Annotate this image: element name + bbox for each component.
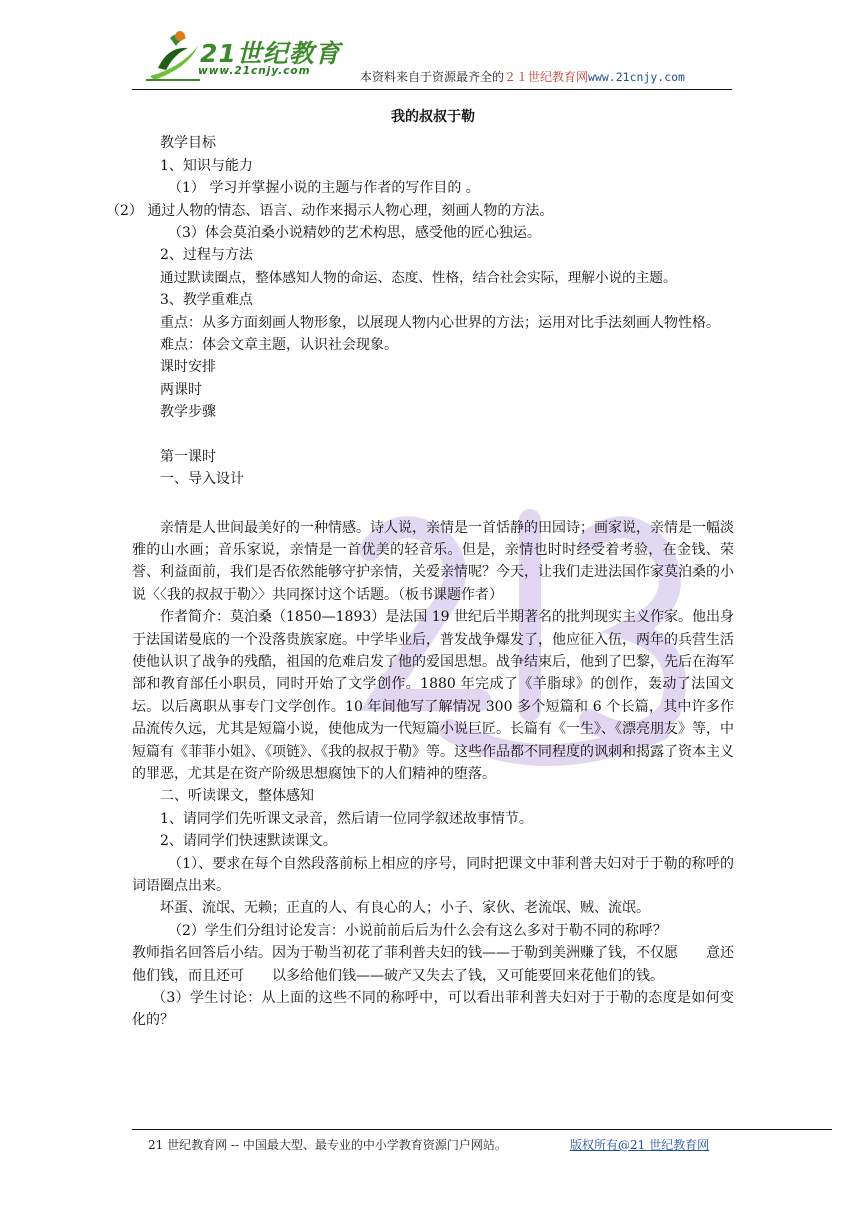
- paragraph: 亲情是人世间最美好的一种情感。诗人说，亲情是一首恬静的田园诗；画家说，亲情是一幅淡雅的山水画；音乐家说，亲情是一首优美的轻音乐。但是，亲情也时时经受着考验，在金钱、荣誉、利益面前，我们是否依然能够守护亲情，关爱亲情呢？今天，让我们走进法国作家莫泊桑的小说〈〈我的叔叔于勒〉〉共同探讨这个话题。（板书课题作者）: [132, 519, 734, 603]
- section-heading: 第一课时: [160, 448, 216, 465]
- header-url-link[interactable]: www.21cnjy.com: [588, 70, 685, 84]
- header-divider: [132, 89, 732, 90]
- footer-text: 21 世纪教育网 -- 中国最大型、最专业的中小学教育资源门户网站。: [148, 1138, 507, 1152]
- section-heading: 一、导入设计: [160, 471, 244, 488]
- list-item: （3）体会莫泊桑小说精妙的艺术构思，感受他的匠心独运。: [168, 225, 541, 242]
- spacer: [132, 424, 734, 446]
- header-note: [360, 68, 685, 85]
- list-item: 2、请同学们快速默读课文。: [160, 833, 337, 850]
- header-note-prefix: 本资料来自于资源最齐全的: [360, 70, 505, 84]
- header-site-link[interactable]: ２１世纪教育网: [504, 70, 589, 84]
- list-item: （2）学生们分组讨论发言：小说前前后后为什么会有这么多对于勒不同的称呼？: [168, 922, 667, 939]
- paragraph: 通过默读圈点，整体感知人物的命运、态度、性格，结合社会实际，理解小说的主题。: [160, 269, 677, 286]
- document-title: 我的叔叔于勒: [391, 109, 475, 125]
- section-heading: 1、知识与能力: [160, 157, 253, 174]
- paragraph: 两课时: [160, 381, 202, 398]
- section-heading: 二、听读课文，整体感知: [160, 788, 314, 805]
- page-header: [0, 0, 860, 100]
- list-item: 1、请同学们先听课文录音，然后请一位同学叙述故事情节。: [160, 810, 533, 827]
- section-heading: 教学步骤: [160, 404, 216, 421]
- section-heading: 课时安排: [160, 359, 216, 376]
- list-item: （1）、要求在每个自然段落前标上相应的序号，同时把课文中菲利普夫妇对于于勒的称呼的词语圈点出来。: [132, 855, 734, 894]
- paragraph: 坏蛋、流氓、无赖；正直的人、有良心的人；小子、家伙、老流氓、贼、流氓。: [160, 900, 650, 917]
- list-item: （3）学生讨论：从上面的这些不同的称呼中，可以看出菲利普夫妇对于于勒的态度是如何变化的？: [132, 990, 734, 1029]
- document-body: [106, 104, 734, 1032]
- spacer: [132, 491, 734, 517]
- list-item: （2） 通过人物的情态、语言、动作来揭示人物心理，刻画人物的方法。: [106, 202, 554, 219]
- footer-divider: [132, 1129, 832, 1130]
- section-heading: 2、过程与方法: [160, 247, 253, 264]
- paragraph: 重点：从多方面刻画人物形象，以展现人物内心世界的方法；运用对比手法刻画人物性格。: [160, 314, 720, 331]
- list-item: （1） 学习并掌握小说的主题与作者的写作目的 。: [168, 180, 480, 197]
- paragraph: 难点：体会文章主题，认识社会现象。: [160, 337, 398, 354]
- section-heading: 3、教学重难点: [160, 292, 253, 309]
- footer-copyright-link[interactable]: 版权所有@21 世纪教育网: [570, 1138, 710, 1152]
- logo-url: www.21cnjy.com: [198, 65, 311, 77]
- paragraph: 教师指名回答后小结。因为于勒当初花了菲利普夫妇的钱——于勒到美洲赚了钱，不仅愿 意还他们钱，而且还可 以多给他们钱——破产又失去了钱，又可能要回来花他们的钱。: [132, 945, 734, 984]
- paragraph: 作者简介：莫泊桑（1850—1893）是法国 19 世纪后半期著名的批判现实主义作家。他出身于法国诺曼底的一个没落贵族家庭。中学毕业后，普发战争爆发了，他应征入伍，两年的兵营生活使他认识了战争的残酷，祖国的危难启发了他的爱国思想。战争结束后，他到了巴黎，先后在海军部和教育部任小职员，同时开始了文学创作。1880 年完成了《羊脂球》的创作，轰动了法国文坛。以后离职从事专门文学创作。10 年间他写了解情况 300 多个短篇和 6 个长篇，其中许多作品流传久远，尤其是短篇小说，使他成为一代短篇小说巨匠。长篇有《一生》、《漂亮朋友》等，中短篇有《菲菲小姐》、《项链》、《我的叔叔于勒》等。这些作品都不同程度的讽刺和揭露了资本主义的罪恶，尤其是在资产阶级思想腐蚀下的人们精神的堕落。: [132, 609, 734, 782]
- section-heading: 教学目标: [160, 135, 216, 152]
- logo-text: 21世纪教育: [200, 39, 341, 68]
